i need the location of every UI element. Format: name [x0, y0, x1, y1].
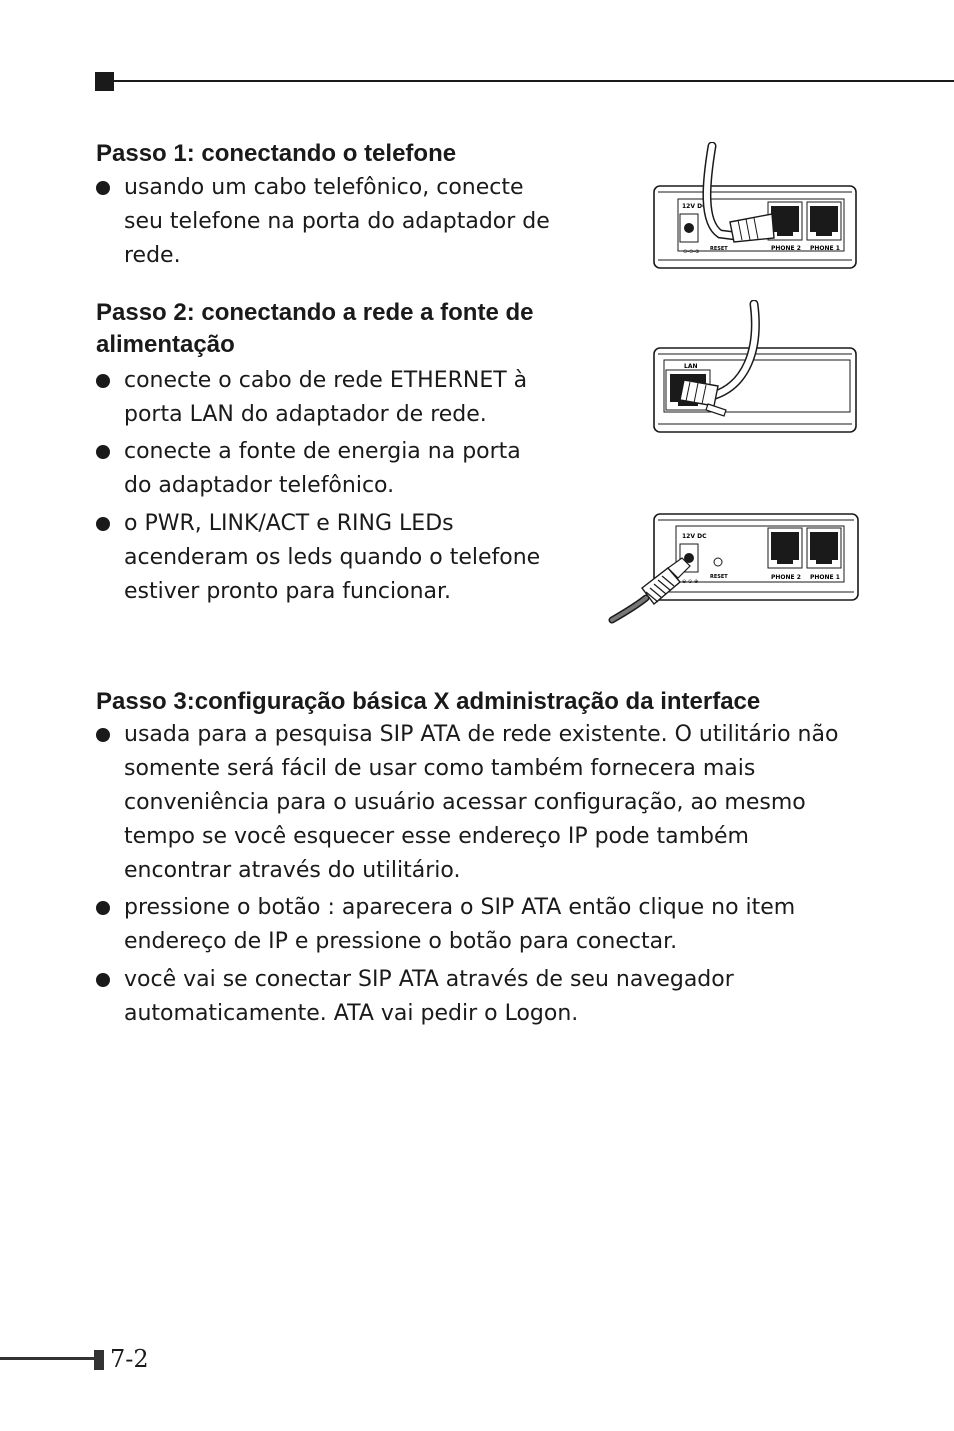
- header-square-marker: [95, 72, 114, 91]
- phone-cable-illustration: [650, 142, 862, 272]
- page-number: 7-2: [110, 1345, 149, 1373]
- phone2-label: PHONE 2: [771, 245, 801, 252]
- step3-bullet-3: você vai se conectar SIP ATA através de seu navegador automaticamente. ATA vai pedir o Logon.: [96, 963, 824, 1031]
- step2-heading: Passo 2: conectando a rede a fonte de alimentação: [96, 299, 534, 358]
- step1-bullet-1: usando um cabo telefônico, conecte seu telefone na porta do adaptador de rede.: [96, 171, 554, 273]
- power-cable-illustration: [606, 508, 862, 628]
- step2-bullet-3: o PWR, LINK/ACT e RING LEDs acenderam os leds quando o telefone estiver pronto para funcionar.: [96, 507, 569, 609]
- step1-heading: Passo 1: conectando o telefone: [96, 140, 457, 167]
- svg-text:⊖-⊙-⊕: ⊖-⊙-⊕: [682, 579, 699, 585]
- footer-block-marker: [94, 1350, 104, 1370]
- footer-rule: [0, 1357, 94, 1360]
- lan-port-label: LAN: [684, 363, 698, 370]
- header-rule: [114, 80, 954, 82]
- lan-cable-illustration: [650, 300, 862, 436]
- svg-text:⊖-⊙-⊕: ⊖-⊙-⊕: [683, 249, 700, 255]
- power-port-label: 12V DC: [682, 203, 707, 210]
- step3-bullet-2: pressione o botão : aparecera o SIP ATA então clique no item endereço de IP e pressione o botão para conectar.: [96, 891, 859, 959]
- phone1-label-2: PHONE 1: [810, 574, 840, 581]
- phone2-label-2: PHONE 2: [771, 574, 801, 581]
- phone1-label: PHONE 1: [810, 245, 840, 252]
- reset-label-2: RESET: [710, 574, 728, 580]
- power-port-label-2: 12V DC: [682, 533, 707, 540]
- step3-bullet-1: usada para a pesquisa SIP ATA de rede existente. O utilitário não somente será fácil de usar como também fornecera mais conveniência para o usuário acessar configuração, ao mesmo tempo se você esquecer esse endereço IP pode também encontrar através do utilitário.: [96, 718, 849, 888]
- step2-bullet-2: conecte a fonte de energia na porta do adaptador telefônico.: [96, 435, 554, 503]
- step3-heading: Passo 3:configuração básica X administração da interface: [96, 688, 761, 715]
- reset-label: RESET: [710, 246, 728, 252]
- step2-bullet-1: conecte o cabo de rede ETHERNET à porta LAN do adaptador de rede.: [96, 364, 564, 432]
